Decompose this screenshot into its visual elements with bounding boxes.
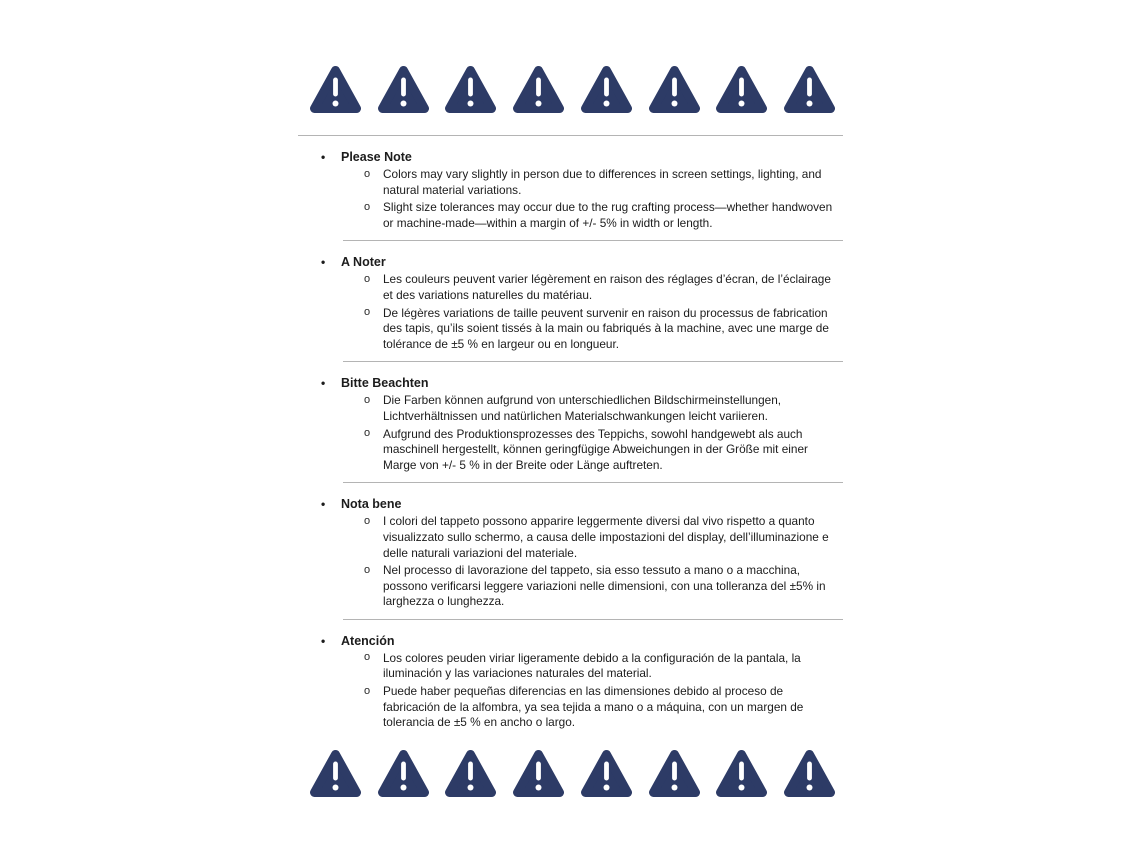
list-item (300, 272, 845, 303)
section-atencion (300, 633, 845, 731)
divider (298, 135, 843, 136)
warning-icon (444, 748, 497, 798)
section-heading-row (300, 254, 845, 270)
divider (343, 361, 843, 362)
bullet-marker: • (321, 376, 326, 391)
list-item (300, 684, 845, 731)
warning-icon (648, 748, 701, 798)
bullet-marker: • (321, 497, 326, 512)
section-a-noter (300, 254, 845, 352)
section-heading-row (300, 633, 845, 649)
list-item-text: Die Farben können aufgrund von unterschiedlichen Bildschirmeinstellungen, Lichtverhältnissen und natürlichen Materialschwankungen leicht variieren. (383, 393, 782, 423)
warning-icon (444, 64, 497, 114)
list-item (300, 306, 845, 353)
sub-bullet-marker: o (364, 393, 371, 406)
warning-icon (715, 748, 768, 798)
list-item-text: Slight size tolerances may occur due to the rug crafting process—whether handwoven or machine-made—within a margin of +/- 5% in width or length. (383, 200, 833, 230)
warning-icon-row-top (300, 64, 845, 114)
list-item-text: De légères variations de taille peuvent survenir en raison du processus de fabrication des tapis, qu’ils soient tissés à la main ou fabriqués à la machine, avec une marge de tolérance de ±5 % en largeur ou en longueur. (383, 305, 829, 351)
warning-icon (648, 64, 701, 114)
list-item-text: I colori del tappeto possono apparire leggermente diversi dal vivo rispetto a quanto visualizzato sullo schermo, a causa delle impostazioni del display, dell’illuminazione e delle naturali variazioni del materiale. (383, 514, 829, 560)
sub-bullet-marker: o (364, 200, 371, 213)
section-heading: Bitte Beachten (341, 376, 429, 391)
divider (343, 482, 843, 483)
warning-icon (715, 64, 768, 114)
list-item-text: Puede haber pequeñas diferencias en las dimensiones debido al proceso de fabricación de la alfombra, ya sea tejida a mano o a máquina, con un margen de tolerancia de ±5 % en ancho o largo. (383, 684, 804, 730)
section-bitte-beachten (300, 375, 845, 473)
warning-icon (309, 64, 362, 114)
section-heading: Atención (341, 633, 395, 648)
warning-icon (309, 748, 362, 798)
sub-bullet-marker: o (364, 514, 371, 527)
list-item (300, 167, 845, 198)
list-item-text: Les couleurs peuvent varier légèrement en raison des réglages d’écran, de l’éclairage et des variations naturelles du matériau. (383, 272, 831, 302)
section-please-note (300, 149, 845, 231)
section-heading-row (300, 149, 845, 165)
sub-bullet-marker: o (364, 563, 371, 576)
section-heading-row (300, 375, 845, 391)
warning-icon (377, 64, 430, 114)
divider (343, 240, 843, 241)
bullet-marker: • (321, 255, 326, 270)
sub-bullet-marker: o (364, 306, 371, 319)
sub-bullet-marker: o (364, 684, 371, 697)
list-item (300, 427, 845, 474)
warning-icon (783, 64, 836, 114)
sub-bullet-marker: o (364, 651, 371, 664)
warning-icon (580, 64, 633, 114)
list-item (300, 651, 845, 682)
warning-icon (512, 64, 565, 114)
section-heading: Nota bene (341, 497, 402, 512)
sub-bullet-marker: o (364, 272, 371, 285)
warning-icon-row-bottom (300, 748, 845, 798)
list-item-text: Nel processo di lavorazione del tappeto, sia esso tessuto a mano o a macchina, possono verificarsi leggere variazioni nelle dimensioni, con una tolleranza del ±5% in larghezza o lunghezza. (383, 563, 826, 609)
warning-icon (377, 748, 430, 798)
warning-icon (783, 748, 836, 798)
notice-document (300, 0, 845, 798)
list-item (300, 393, 845, 424)
bullet-marker: • (321, 633, 326, 648)
sub-bullet-marker: o (364, 167, 371, 180)
list-item (300, 514, 845, 561)
warning-icon (512, 748, 565, 798)
bullet-marker: • (321, 150, 326, 164)
warning-icon (580, 748, 633, 798)
section-heading: Please Note (341, 150, 412, 164)
list-item-text: Colors may vary slightly in person due to differences in screen settings, lighting, and natural material variations. (383, 167, 822, 197)
divider (343, 619, 843, 620)
section-heading: A Noter (341, 255, 386, 270)
list-item-text: Los colores peuden viriar ligeramente debido a la configuración de la pantala, la iluminación y las variaciones naturales del material. (383, 650, 801, 681)
section-heading-row (300, 496, 845, 512)
list-item (300, 200, 845, 231)
sub-bullet-marker: o (364, 427, 371, 440)
section-nota-bene (300, 496, 845, 610)
list-item (300, 563, 845, 610)
list-item-text: Aufgrund des Produktionsprozesses des Teppichs, sowohl handgewebt als auch maschinell hergestellt, können geringfügige Abweichungen in der Größe mit einer Marge von +/- 5 % in der Breite oder Länge auftreten. (383, 426, 808, 472)
